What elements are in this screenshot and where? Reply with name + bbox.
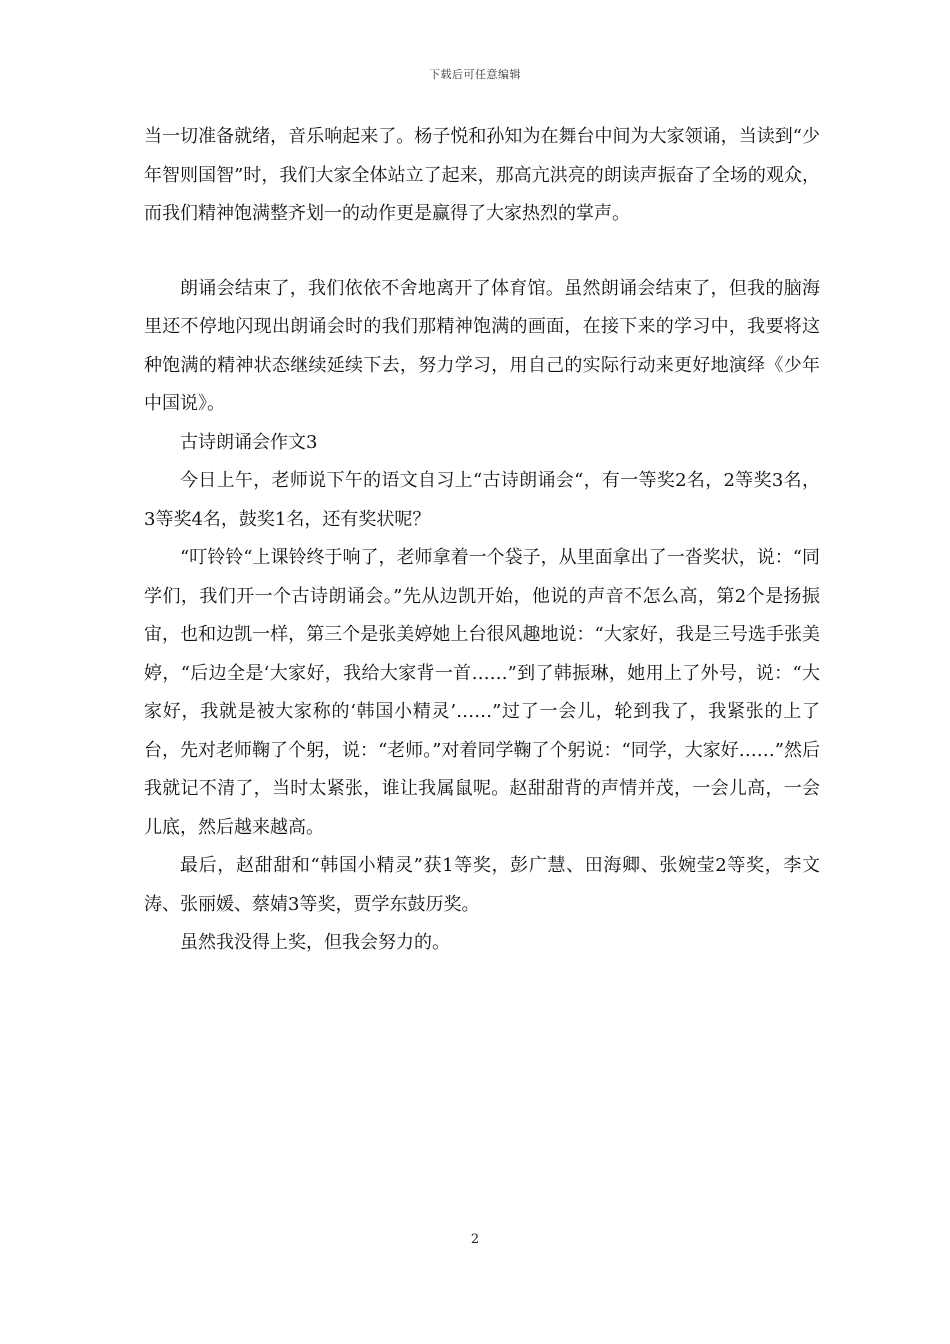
paragraph-gap — [144, 234, 820, 270]
page-header: 下载后可任意编辑 — [429, 68, 521, 81]
document-body — [144, 118, 820, 963]
paragraph-1: 当一切准备就绪，音乐响起来了。杨子悦和孙知为在舞台中间为大家领诵，当读到“少年智则国智”时，我们大家全体站立了起来，那高亢洪亮的朗读声振奋了全场的观众，而我们精神饱满整齐划一的动作更是赢得了大家热烈的掌声。 — [144, 126, 820, 224]
section-title: 古诗朗诵会作文3 — [180, 431, 318, 453]
paragraph-4: “叮铃铃“上课铃终于响了，老师拿着一个袋子，从里面拿出了一沓奖状，说：“同学们，我们开一个古诗朗诵会。”先从边凯开始，他说的声音不怎么高，第2个是扬振宙，也和边凯一样，第三个是张美婷她上台很风趣地说：“大家好，我是三号选手张美婷，“后边全是‘大家好，我给大家背一首……”到了韩振琳，她用上了外号，说：“大家好，我就是被大家称的‘韩国小精灵’……”过了一会儿，轮到我了，我紧张的上了台，先对老师鞠了个躬，说：“老师。”对着同学鞠了个躬说：“同学，大家好……”然后我就记不清了，当时太紧张，谁让我属鼠呢。赵甜甜背的声情并茂，一会儿高，一会儿底，然后越来越高。 — [144, 547, 820, 838]
paragraph-6: 虽然我没得上奖，但我会努力的。 — [180, 932, 450, 953]
page-number: 2 — [470, 1232, 480, 1247]
paragraph-3: 今日上午，老师说下午的语文自习上“古诗朗诵会“，有一等奖2名，2等奖3名，3等奖4名，鼓奖1名，还有奖状呢？ — [144, 470, 820, 530]
paragraph-2: 朗诵会结束了，我们依依不舍地离开了体育馆。虽然朗诵会结束了，但我的脑海里还不停地闪现出朗诵会时的我们那精神饱满的画面，在接下来的学习中，我要将这种饱满的精神状态继续延续下去，努力学习，用自己的实际行动来更好地演绎《少年中国说》。 — [144, 277, 820, 414]
paragraph-5: 最后，赵甜甜和“韩国小精灵”获1等奖，彭广慧、田海卿、张婉莹2等奖，李文涛、张丽媛、蔡婧3等奖，贾学东鼓历奖。 — [144, 855, 820, 915]
